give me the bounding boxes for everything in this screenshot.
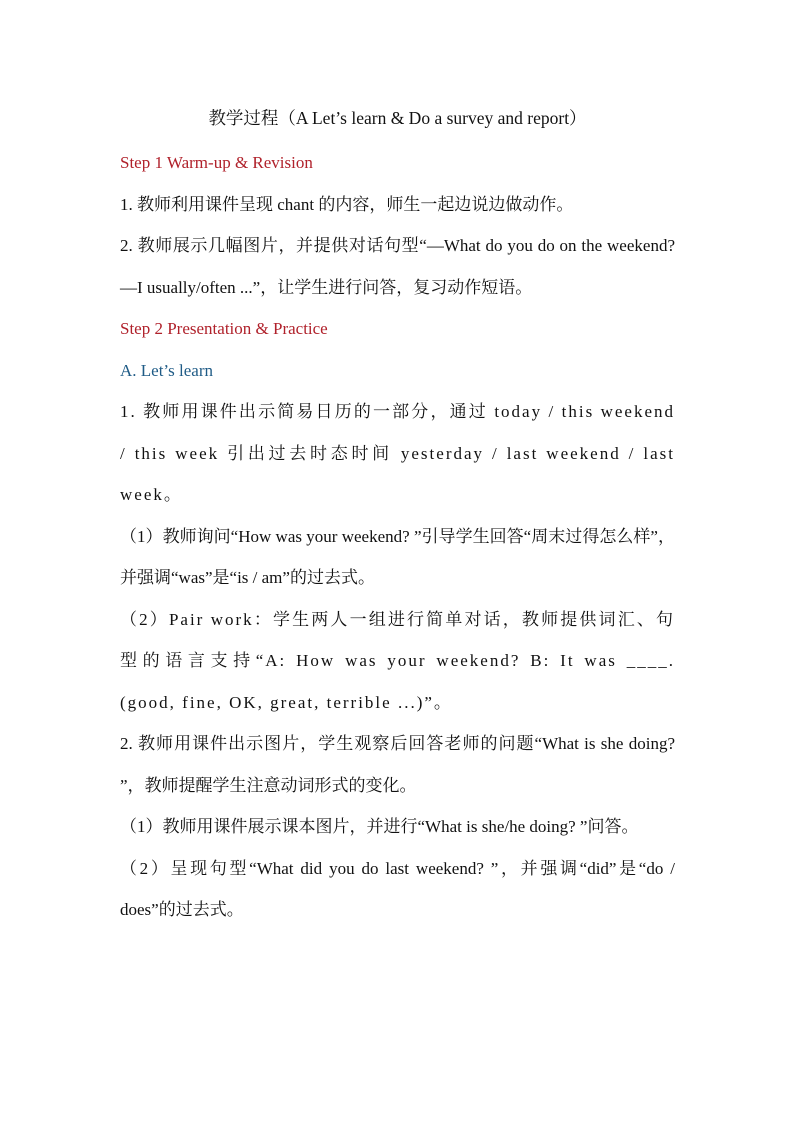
step1-item-2: 2. 教师展示几幅图片，并提供对话句型“—What do you do on the weekend? —I usually/often ...”，让学生进行问答，复习动作短语。 [120, 236, 675, 297]
step2-subheading: A. Let’s learn [120, 360, 213, 380]
step2-item-1: 1. 教师用课件出示简易日历的一部分，通过 today / this weekend / this week 引出过去时态时间 yesterday / last weekend / last week。 [120, 402, 675, 504]
step1-heading: Step 1 Warm-up & Revision [120, 153, 313, 172]
step2-item-1-sub-1: （1）教师询问“How was your weekend? ”引导学生回答“周末过得怎么样”，并强调“was”是“is / am”的过去式。 [120, 526, 675, 587]
step2-item-2: 2. 教师用课件出示图片，学生观察后回答老师的问题“What is she doing? ”，教师提醒学生注意动词形式的变化。 [120, 734, 675, 795]
step1-item-1: 1. 教师利用课件呈现 chant 的内容，师生一起边说边做动作。 [120, 194, 574, 214]
step2-heading: Step 2 Presentation & Practice [120, 319, 328, 338]
page-title: 教学过程（A Let’s learn & Do a survey and report） [208, 108, 587, 128]
step2-item-1-sub-2: （2）Pair work：学生两人一组进行简单对话，教师提供词汇、句型的语言支持“A: How was your weekend? B: It was ____.(good, fine, OK, great, terrible ...)”。 [120, 609, 675, 712]
step2-item-2-sub-2: （2）呈现句型“What did you do last weekend? ”，并强调“did”是“do / does”的过去式。 [120, 858, 675, 919]
document-content [120, 100, 675, 931]
step2-item-2-sub-1: （1）教师用课件展示课本图片，并进行“What is she/he doing? ”问答。 [120, 817, 639, 836]
